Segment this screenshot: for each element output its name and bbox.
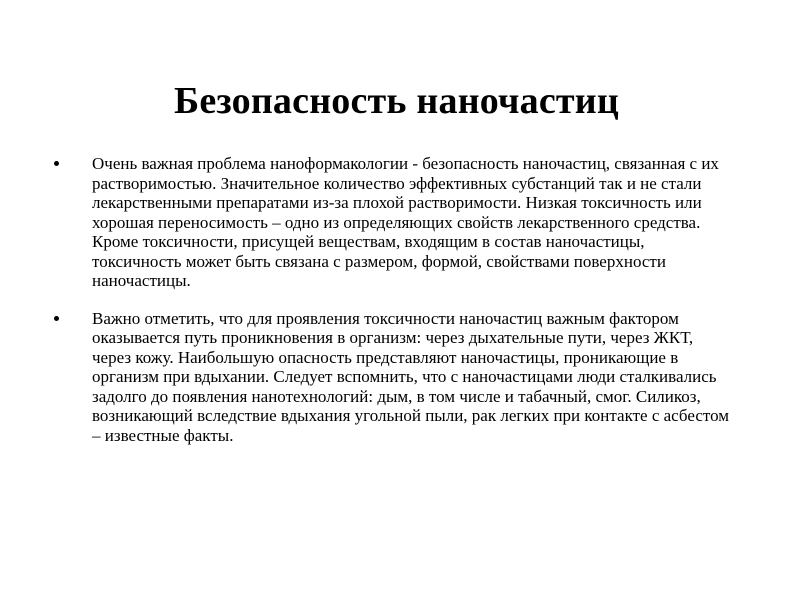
bullet-list xyxy=(54,154,734,463)
bullet-item-1 xyxy=(54,154,734,291)
bullet-dot-icon xyxy=(54,161,59,166)
bullet-item-2 xyxy=(54,309,734,446)
bullet-dot-icon xyxy=(54,316,59,321)
slide-title: Безопасность наночастиц xyxy=(174,80,619,122)
bullet-text-2: Важно отметить, что для проявления токсичности наночастиц важным фактором оказывается путь проникновения в организм: через дыхательные пути, через ЖКТ, через кожу. Наибольшую опасность представляют наночастицы, проникающие в организм при вдыхании. Следует вспомнить, что с наночастицами люди сталкивались задолго до появления нанотехнологий: дым, в том числе и табачный, смог. Силикоз, возникающий вследствие вдыхания угольной пыли, рак легких при контакте с асбестом – известные факты. xyxy=(92,308,730,445)
bullet-text-1: Очень важная проблема наноформакологии - безопасность наночастиц, связанная с их растворимостью. Значительное количество эффективных субстанций так и не стали лекарственными препаратами из-за плохой растворимости. Низкая токсичность или хорошая переносимость – одно из определяющих свойств лекарственного средства. Кроме токсичности, присущей веществам, входящим в состав наночастицы, токсичность может быть связана с размером, формой, свойствами поверхности наночастицы. xyxy=(92,154,719,290)
